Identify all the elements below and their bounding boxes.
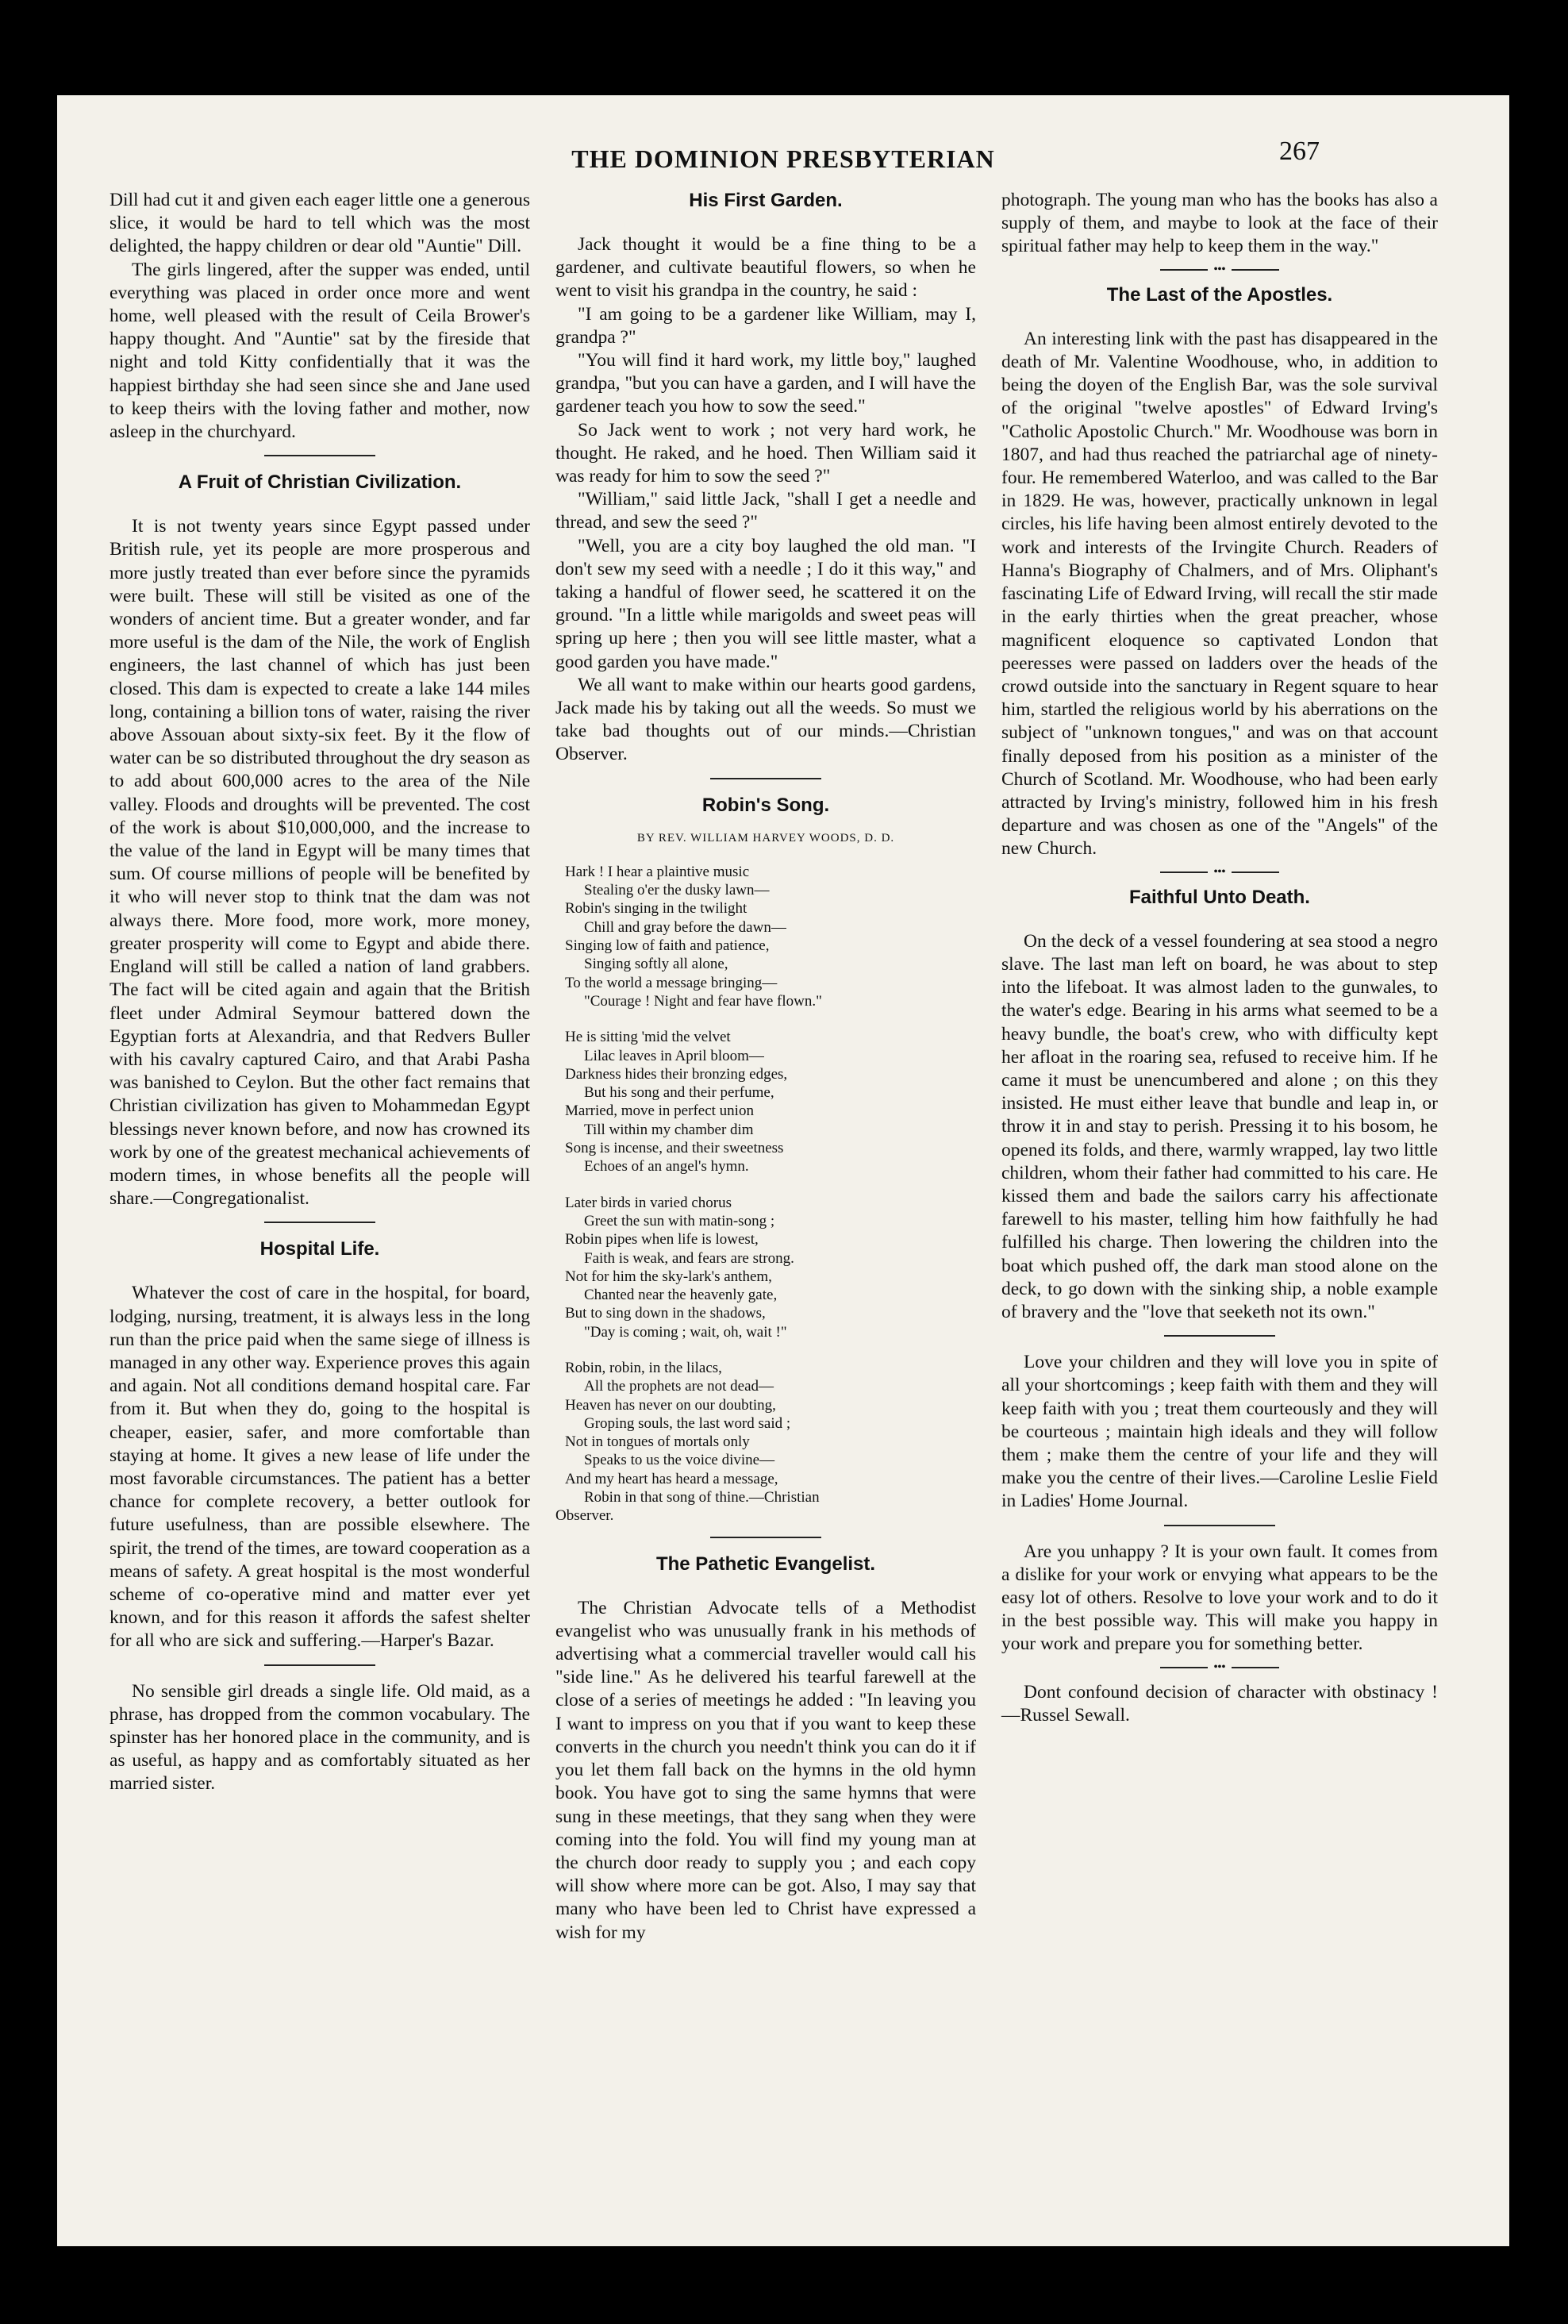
article-body-fruit: It is not twenty years since Egypt passed under British rule, yet its people are more prosperous and more justly treated than ever before since the pyramids were built. These will still be visited as one of the wonders of ancient time. But a greater wonder, and far more useful is the dam of the Nile, the work of English engineers, the last channel of which has just been closed. This dam is expected to create a lake 144 miles long, containing a billion tons of water, raising the river above Assouan about sixty-six feet. By it the flow of water can be so distributed throughout the dry season as to add about 600,000 acres to the area of the Nile valley. Floods and droughts will be prevented. The cost of the work is about $10,000,000, and the increase to the value of the land in Egypt will be many times that sum. Of course millions of people will be benefited by it who will never stop to think tnat the dam was not always there. More food, more work, more money, greater prosperity will come to Egypt and abide there. England will still be called a nation of land grabbers. The fact will be cited again and again that the British fleet under Admiral Seymour battered down the Egyptian forts at Alexandria, and that Redvers Buller with his cavalry captured Cairo, and that Arabi Pasha was banished to Ceylon. But the other fact remains that Christian civilization has given to Mohammedan Egypt blessings never known before, and now has crowned its work by one of the greatest mechanical achievements of modern times, in whose benefits all the people will share.—Congregationalist.: [110, 516, 530, 1210]
garden-paragraph: So Jack went to work ; not very hard work, he thought. He raked, and he hoed. Then William said it was ready for him to sow the seed ?": [555, 419, 976, 487]
poem-line: Later birds in varied chorus: [565, 1194, 732, 1211]
garden-paragraph: We all want to make within our hearts good gardens, Jack made his by taking out all the weeds. So must we take bad thoughts out of our minds.—Christian Observer.: [555, 674, 976, 765]
section-divider: [264, 1664, 375, 1666]
poem-line: Faith is weak, and fears are strong.: [584, 1249, 794, 1267]
poem-line: He is sitting 'mid the velvet: [565, 1029, 731, 1046]
poem-line: "Day is coming ; wait, oh, wait !": [584, 1323, 787, 1341]
poem-line: Stealing o'er the dusky lawn—: [584, 882, 770, 899]
article-title-garden: His First Garden.: [689, 190, 843, 211]
garden-paragraph: "You will find it hard work, my little boy," laughed grandpa, "but you can have a garden, and I will have the gardener teach you how to sow the seed.": [555, 350, 976, 417]
article-body-hospital: Whatever the cost of care in the hospital, for board, lodging, nursing, treatment, it is always less in the long run than the price paid when the same siege of illness is managed in any other way. Experience proves this again and again. Not all conditions demand hospital care. Far from it. But when they do, going to the hospital is cheaper, easier, safer, and more comfortable than staying at home. It gives a new lease of life under the most favorable circumstances. The patient has a better chance for complete recovery, a better outlook for future usefulness, than are possible elsewhere. The spirit, the trend of the times, are toward cooperation as a means of safety. A great hospital is the most wonderful scheme of co-operative mind and matter ever yet known, and for this reason it affords the safest shelter for all who are sick and suffering.—Harper's Bazar.: [110, 1283, 530, 1652]
poem-line: Lilac leaves in April bloom—: [584, 1047, 764, 1064]
article-body-spinster: No sensible girl dreads a single life. Old maid, as a phrase, has dropped from the common vocabulary. The spinster has her honored place in the community, and is as useful, as happy and as comfortably situated as her married sister.: [110, 1680, 530, 1795]
poem-title: Robin's Song.: [701, 794, 830, 816]
ornament-divider: •••: [1001, 264, 1438, 275]
poem-line: But his song and their perfume,: [584, 1084, 774, 1102]
ornament-divider: •••: [1001, 866, 1438, 878]
section-divider: [1164, 1525, 1275, 1526]
poem: [555, 863, 976, 1507]
poem-line: All the prophets are not dead—: [584, 1378, 774, 1395]
garden-paragraph: "Well, you are a city boy laughed the old man. "I don't sew my seed with a needle ; I do it this way," and taking a handful of flower seed, he scattered it on the ground. "In a little while marigolds and sweet peas will spring up here ; then you will see little master, what a good garden you have made.": [555, 535, 976, 672]
poem-line: Chanted near the heavenly gate,: [584, 1287, 778, 1304]
garden-paragraph: Jack thought it would be a fine thing to be a gardener, and cultivate beautiful flowers, so when he went to visit his grandpa in the country, he said :: [555, 234, 976, 302]
continued-story-paragraph: The girls lingered, after the supper was ended, until everything was placed in order once more and went home, well pleased with the result of Ceila Brower's happy thought. And "Auntie" sat by the fireside that night and told Kitty confidentially that it was the happiest birthday she had seen since she and Jane used to keep theirs with the loving father and mother, now asleep in the churchyard.: [110, 259, 530, 443]
article-title-pathetic: The Pathetic Evangelist.: [655, 1553, 876, 1575]
poem-line: Song is incense, and their sweetness: [565, 1140, 784, 1157]
poem-stanza: [565, 1028, 976, 1175]
poem-line: And my heart has heard a message,: [565, 1470, 778, 1487]
poem-stanza: [565, 863, 976, 1010]
poem-line: Till within my chamber dim: [584, 1121, 754, 1138]
article-title-apostles: The Last of the Apostles.: [1106, 283, 1333, 306]
poem-line: Robin, robin, in the lilacs,: [565, 1360, 722, 1376]
continued-story-intro: Dill had cut it and given each eager little one a generous slice, it would be hard to tell which was the most delighted, the happy children or dear old "Auntie" Dill.: [110, 190, 530, 257]
poem-source: Observer.: [555, 1507, 614, 1525]
newspaper-page: [57, 95, 1509, 2246]
article-body-love-children: Love your children and they will love you in spite of all your shortcomings ; keep faith with them and they will keep faith with you ; treat them courteously and they will be courteous ; maintain high ideals and they will follow them ; make them the centre of your life and they will make you the centre of their lives.—Caroline Leslie Field in Ladies' Home Journal.: [1001, 1352, 1438, 1512]
poem-line: Darkness hides their bronzing edges,: [565, 1065, 788, 1083]
article-body-apostles: An interesting link with the past has disappeared in the death of Mr. Valentine Woodhouse, who, in addition to being the doyen of the English Bar, was the sole survival of the original "twelve apostles" of Edward Irving's "Catholic Apostolic Church." Mr. Woodhouse was born in 1807, and had thus reached the patriarchal age of ninety-four. He remembered Waterloo, and was called to the Bar in 1829. He was, however, practically unknown in legal circles, his life having been almost entirely devoted to the work and interests of the Irvingite Church. Readers of Hanna's Biography of Chalmers, and of Mrs. Oliphant's fascinating Life of Edward Irving, will recall the stir made in the early thirties when the great preacher, whose magnificent eloquence so captivated London that peeresses were passed on ladders over the heads of the crowd outside into the sanctuary in Regent square to hear him, startled the religious world by his aberrations on the subject of "unknown tongues," and was on that account finally deposed from his position as a minister of the Church of Scotland. Mr. Woodhouse, who had been early attracted by Irving's ministry, followed him in his fresh departure and was chosen as one of the "Angels" of the new Church.: [1001, 328, 1438, 860]
section-divider: [710, 778, 821, 779]
article-body-pathetic: The Christian Advocate tells of a Methodist evangelist who was unusually frank in his methods of advertising what a commercial traveller would call his "side line." As he delivered his tearful farewell at the close of a series of meetings he added : "In leaving you I want to impress on you that if you want to keep these converts in the church you needn't think you can do it if you let them fall back on the hymns in the old hymn book. You have got to sing the same hymns that were sung in these meetings, that they sang when they were coming into the fold. You will find my young man at the church door ready to supply you ; and each copy will show where more can be got. Also, I may say that many who have been led to Christ have expressed a wish for my: [555, 1597, 976, 1943]
poem-line: Groping souls, the last word said ;: [584, 1414, 791, 1432]
poem-line: Echoes of an angel's hymn.: [584, 1158, 749, 1175]
garden-paragraph: "William," said little Jack, "shall I get a needle and thread, and sew the seed ?": [555, 489, 976, 533]
article-title-hospital: Hospital Life.: [259, 1238, 380, 1260]
poem-line: Robin in that song of thine.—Christian: [584, 1489, 820, 1506]
poem-line: "Courage ! Night and fear have flown.": [584, 992, 822, 1010]
page-header-title: THE DOMINION PRESBYTERIAN: [571, 144, 995, 173]
poem-stanza: [565, 1194, 976, 1341]
section-divider: [264, 1222, 375, 1223]
poem-line: Singing softly all alone,: [584, 956, 728, 973]
poem-line: Chill and gray before the dawn—: [584, 918, 786, 936]
poem-stanza: [565, 1359, 976, 1506]
poem-line: Heaven has never on our doubting,: [565, 1396, 776, 1414]
poem-byline: BY REV. WILLIAM HARVEY WOODS, D. D.: [636, 831, 895, 845]
poem-line: Robin's singing in the twilight: [565, 900, 747, 918]
article-continuation-pathetic: photograph. The young man who has the books has also a supply of them, and maybe to look at the face of their spiritual father may help to keep them in the way.": [1001, 190, 1438, 257]
poem-line: Not for him the sky-lark's anthem,: [565, 1268, 772, 1285]
column-2: [555, 189, 976, 1945]
section-divider: [264, 455, 375, 456]
poem-line: Greet the sun with matin-song ;: [584, 1212, 775, 1229]
garden-paragraph: "I am going to be a gardener like William, may I, grandpa ?": [555, 303, 976, 348]
article-body-unhappy: Are you unhappy ? It is your own fault. It comes from a dislike for your work or envying what appears to be the easy lot of others. Resolve to love your work and to do it in the best possible way. This will make you happy in your work and prepare you for something better.: [1001, 1541, 1438, 1655]
section-divider: [1164, 1335, 1275, 1337]
poem-line: Singing low of faith and patience,: [565, 937, 770, 955]
section-divider: [710, 1537, 821, 1538]
article-title-fruit: A Fruit of Christian Civilization.: [178, 471, 462, 494]
ornament-divider: •••: [1001, 1661, 1438, 1673]
article-body-faithful: On the deck of a vessel foundering at sea stood a negro slave. The last man left on board, he was about to step into the lifeboat. It was almost laden to the gunwales, to the water's edge. Bearing in his arms what seemed to be a heavy bundle, the boat's crew, who with difficulty kept her afloat in the roaring sea, refused to receive him. If he came it must be unencumbered and alone ; on this they insisted. He must either leave that bundle and leap in, or throw it in and stay to perish. Pressing it to his bosom, he opened its folds, and there, warmly wrapped, lay two little children, whom their father had committed to his care. He kissed them and bade the sailors carry his affectionate farewell to his master, telling him how faithfully he had fulfilled his charge. Then lowering the children into the boat which pushed off, the dark man stood alone on the deck, to go down with the sinking ship, a noble example of bravery and the "love that seeketh not its own.": [1001, 930, 1438, 1323]
poem-line: But to sing down in the shadows,: [565, 1305, 766, 1322]
article-title-faithful: Faithful Unto Death.: [1129, 886, 1310, 908]
poem-line: Speaks to us the voice divine—: [584, 1452, 775, 1469]
poem-line: Hark ! I hear a plaintive music: [565, 863, 750, 880]
page-number: 267: [1279, 137, 1320, 166]
poem-line: Not in tongues of mortals only: [565, 1433, 750, 1451]
poem-line: Married, move in perfect union: [565, 1102, 754, 1120]
poem-line: To the world a message bringing—: [565, 974, 778, 991]
column-1: [110, 189, 530, 1796]
article-body-decision: Dont confound decision of character with obstinacy !—Russel Sewall.: [1001, 1681, 1438, 1726]
poem-line: Robin pipes when life is lowest,: [565, 1231, 759, 1249]
column-3: [1001, 189, 1438, 1727]
